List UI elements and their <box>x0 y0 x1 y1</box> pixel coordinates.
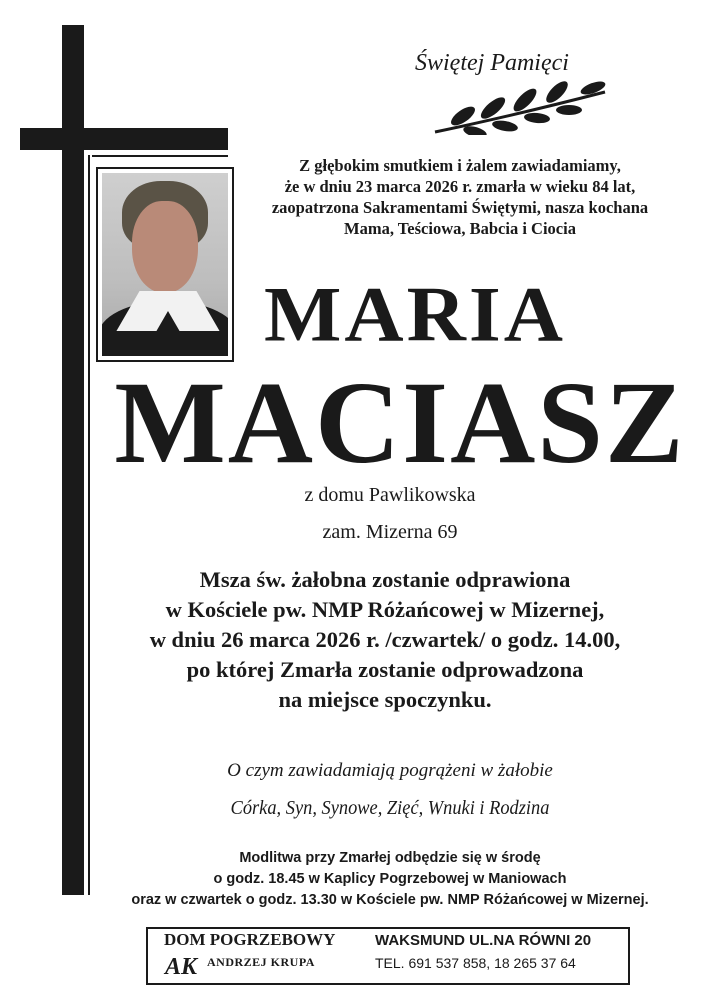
residence-address: zam. Mizerna 69 <box>322 521 458 543</box>
cross-inner-line-horizontal <box>92 155 228 157</box>
death-announcement <box>240 155 680 239</box>
prayer-line: oraz w czwartek o godz. 13.30 w Kościele pw. NMP Różańcowej w Mizernej. <box>131 892 649 908</box>
cross-vertical-bar <box>62 25 84 895</box>
prayer-line: o godz. 18.45 w Kaplicy Pogrzebowej w Maniowach <box>213 871 567 887</box>
svg-text:AK: AK <box>165 954 198 980</box>
portrait-frame <box>96 167 234 362</box>
mass-line: Msza św. żałobna zostanie odprawiona <box>199 567 571 592</box>
cross-inner-line-vertical <box>88 155 90 895</box>
deceased-first-name: MARIA <box>264 271 566 358</box>
funeral-home-owner: ANDRZEJ KRUPA <box>207 955 315 969</box>
maiden-name: z domu Pawlikowska <box>304 484 476 506</box>
prayer-line: Modlitwa przy Zmarłej odbędzie się w środę <box>239 850 541 866</box>
announcement-line: Z głębokim smutkiem i żalem zawiadamiamy, <box>299 156 621 175</box>
mourners-list: Córka, Syn, Synowe, Zięć, Wnuki i Rodzina <box>230 797 550 819</box>
cross-horizontal-bar <box>20 128 228 150</box>
olive-branch-icon <box>433 80 608 135</box>
funeral-home-address: WAKSMUND UL.NA RÓWNI 20 <box>375 932 592 949</box>
mass-line: w Kościele pw. NMP Różańcowej w Mizernej, <box>165 597 605 622</box>
funeral-home-name: DOM POGRZEBOWY <box>164 930 336 949</box>
mourning-intro: O czym zawiadamiają pogrążeni w żałobie <box>227 760 553 781</box>
mass-line: na miejsce spoczynku. <box>278 687 492 712</box>
deceased-last-name: MACIASZ <box>114 357 686 488</box>
mass-line: po której Zmarła zostanie odprowadzona <box>186 657 584 682</box>
funeral-mass-info <box>80 565 690 715</box>
prayer-info <box>80 848 700 911</box>
funeral-home-logo-icon <box>163 950 203 980</box>
announcement-line: Mama, Teściowa, Babcia i Ciocia <box>344 219 576 238</box>
announcement-line: zaopatrzona Sakramentami Świętymi, nasza kochana <box>271 198 649 217</box>
mass-line: w dniu 26 marca 2026 r. /czwartek/ o godz. 14.00, <box>149 627 621 652</box>
in-memory-heading: Świętej Pamięci <box>415 50 569 76</box>
portrait-photo <box>102 173 228 356</box>
announcement-line: że w dniu 23 marca 2026 r. zmarła w wieku 84 lat, <box>284 177 636 196</box>
funeral-home-phone: TEL. 691 537 858, 18 265 37 64 <box>375 955 576 971</box>
